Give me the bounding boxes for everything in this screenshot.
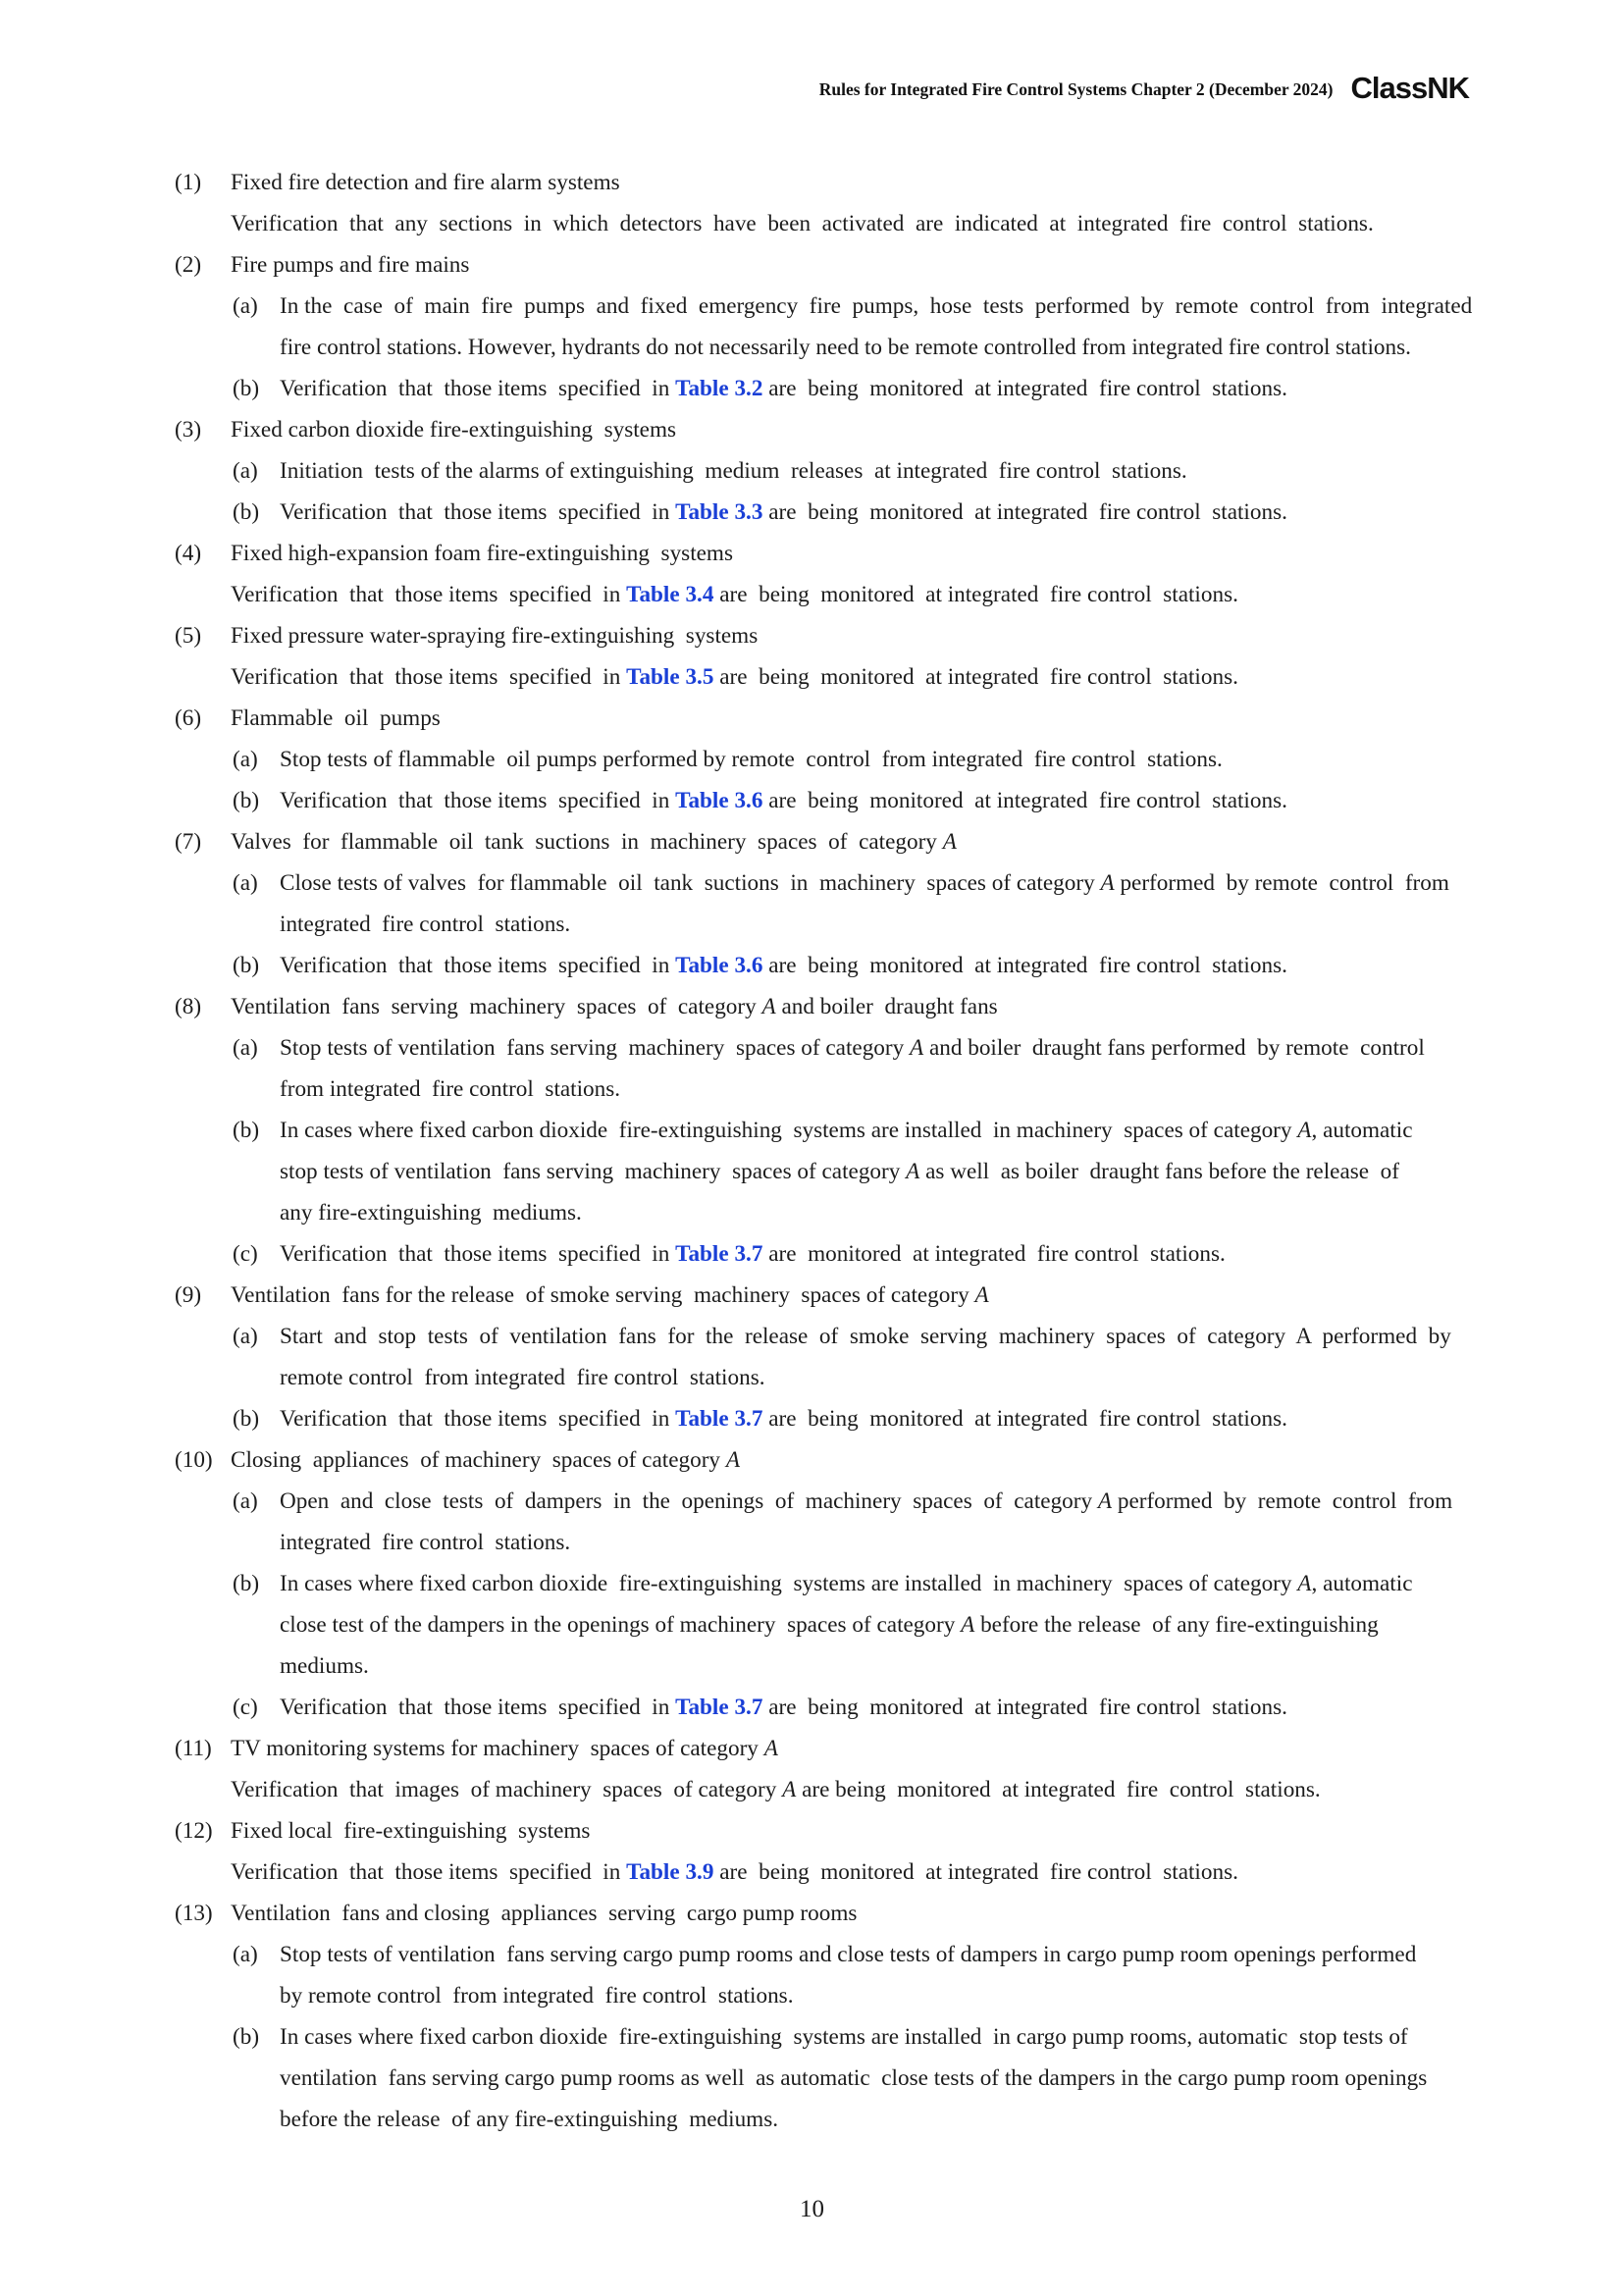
item-8-heading: (8) Ventilation fans serving machinery spaces of category A and boiler draught fans — [175, 994, 998, 1019]
document-body — [175, 162, 1485, 2140]
table-3-3-link[interactable]: Table 3.3 — [675, 499, 763, 525]
item-8a: (a) Stop tests of ventilation fans serving machinery spaces of category A and boiler draught fans performed by remote control — [233, 1035, 1425, 1061]
table-3-6-link[interactable]: Table 3.6 — [675, 953, 763, 978]
item-11-body: Verification that images of machinery spaces of category A are being monitored at integrated fire control stations. — [231, 1777, 1321, 1802]
item-9b: (b) Verification that those items specified in Table 3.7 are being monitored at integrated fire control stations. — [233, 1406, 1287, 1432]
header-title: Rules for Integrated Fire Control Systems Chapter 2 (December 2024) — [818, 79, 1334, 99]
item-8b-cont2: any fire-extinguishing mediums. — [280, 1200, 582, 1226]
item-11-heading: (11) TV monitoring systems for machinery spaces of category A — [175, 1736, 778, 1761]
item-8a-cont: from integrated fire control stations. — [280, 1076, 621, 1102]
item-8b: (b) In cases where fixed carbon dioxide fire-extinguishing systems are installed in machinery spaces of category A, automatic — [233, 1118, 1413, 1143]
item-9a: (a) Start and stop tests of ventilation fans for the release of smoke serving machinery spaces of category A performed by — [233, 1324, 1451, 1349]
item-10b: (b) In cases where fixed carbon dioxide fire-extinguishing systems are installed in machinery spaces of category A, automatic — [233, 1571, 1413, 1596]
table-3-7-link[interactable]: Table 3.7 — [675, 1695, 763, 1720]
item-7b: (b) Verification that those items specified in Table 3.6 are being monitored at integrated fire control stations. — [233, 953, 1287, 978]
item-9a-cont: remote control from integrated fire control stations. — [280, 1365, 765, 1390]
item-2-heading: (2) Fire pumps and fire mains — [175, 252, 470, 278]
item-10b-cont: close test of the dampers in the openings of machinery spaces of category A before the release of any fire-extinguishing — [280, 1612, 1379, 1638]
table-3-9-link[interactable]: Table 3.9 — [626, 1859, 714, 1885]
item-1-heading: (1) Fixed fire detection and fire alarm systems — [175, 170, 620, 195]
item-13a: (a) Stop tests of ventilation fans serving cargo pump rooms and close tests of dampers in cargo pump room openings performed — [233, 1942, 1417, 1967]
table-3-6-link[interactable]: Table 3.6 — [675, 788, 763, 813]
item-10a-cont: integrated fire control stations. — [280, 1530, 571, 1555]
table-3-4-link[interactable]: Table 3.4 — [626, 582, 714, 607]
item-6a: (a) Stop tests of flammable oil pumps performed by remote control from integrated fire control stations. — [233, 747, 1223, 772]
item-4-body: Verification that those items specified in Table 3.4 are being monitored at integrated fire control stations. — [231, 582, 1238, 607]
item-13b-cont: ventilation fans serving cargo pump rooms as well as automatic close tests of the dampers in the cargo pump room openings — [280, 2065, 1428, 2091]
item-6b: (b) Verification that those items specified in Table 3.6 are being monitored at integrated fire control stations. — [233, 788, 1287, 813]
item-10-heading: (10) Closing appliances of machinery spaces of category A — [175, 1447, 740, 1473]
table-3-5-link[interactable]: Table 3.5 — [626, 664, 714, 690]
classnk-logo: ClassNK — [1350, 71, 1469, 105]
page-number: 10 — [800, 2196, 824, 2222]
item-13b-cont2: before the release of any fire-extinguishing mediums. — [280, 2107, 779, 2132]
item-10c: (c) Verification that those items specified in Table 3.7 are being monitored at integrated fire control stations. — [233, 1695, 1287, 1720]
item-3a: (a) Initiation tests of the alarms of extinguishing medium releases at integrated fire control stations. — [233, 458, 1187, 484]
item-7a: (a) Close tests of valves for flammable oil tank suctions in machinery spaces of category A performed by remote control from — [233, 870, 1449, 896]
item-2b: (b) Verification that those items specified in Table 3.2 are being monitored at integrated fire control stations. — [233, 376, 1287, 401]
item-6-heading: (6) Flammable oil pumps — [175, 705, 441, 731]
item-12-body: Verification that those items specified in Table 3.9 are being monitored at integrated fire control stations. — [231, 1859, 1238, 1885]
item-13b: (b) In cases where fixed carbon dioxide fire-extinguishing systems are installed in cargo pump rooms, automatic stop tests of — [233, 2024, 1408, 2050]
item-7-heading: (7) Valves for flammable oil tank suctions in machinery spaces of category A — [175, 829, 957, 855]
item-5-body: Verification that those items specified in Table 3.5 are being monitored at integrated fire control stations. — [231, 664, 1238, 690]
table-3-2-link[interactable]: Table 3.2 — [675, 376, 763, 401]
table-3-7-link[interactable]: Table 3.7 — [675, 1241, 763, 1267]
page-header — [818, 71, 1469, 105]
item-8c: (c) Verification that those items specified in Table 3.7 are monitored at integrated fire control stations. — [233, 1241, 1226, 1267]
item-13a-cont: by remote control from integrated fire control stations. — [280, 1983, 794, 2009]
item-9-heading: (9) Ventilation fans for the release of smoke serving machinery spaces of category A — [175, 1282, 989, 1308]
item-5-heading: (5) Fixed pressure water-spraying fire-extinguishing systems — [175, 623, 759, 649]
item-3-heading: (3) Fixed carbon dioxide fire-extinguishing systems — [175, 417, 677, 443]
item-4-heading: (4) Fixed high-expansion foam fire-extinguishing systems — [175, 541, 733, 566]
table-3-7-link[interactable]: Table 3.7 — [675, 1406, 763, 1432]
item-10a: (a) Open and close tests of dampers in the openings of machinery spaces of category A performed by remote control from — [233, 1488, 1453, 1514]
item-7a-cont: integrated fire control stations. — [280, 912, 571, 937]
item-10b-cont2: mediums. — [280, 1653, 369, 1679]
item-2a: (a) In the case of main fire pumps and fixed emergency fire pumps, hose tests performed by remote control from integrated — [233, 293, 1473, 319]
item-1-body: Verification that any sections in which detectors have been activated are indicated at integrated fire control stations. — [231, 211, 1374, 236]
item-13-heading: (13) Ventilation fans and closing appliances serving cargo pump rooms — [175, 1901, 858, 1926]
item-12-heading: (12) Fixed local fire-extinguishing systems — [175, 1818, 591, 1844]
item-2a-cont: fire control stations. However, hydrants do not necessarily need to be remote controlled from integrated fire control stations. — [280, 335, 1411, 360]
item-8b-cont: stop tests of ventilation fans serving machinery spaces of category A as well as boiler draught fans before the release of — [280, 1159, 1399, 1184]
item-3b: (b) Verification that those items specified in Table 3.3 are being monitored at integrated fire control stations. — [233, 499, 1287, 525]
